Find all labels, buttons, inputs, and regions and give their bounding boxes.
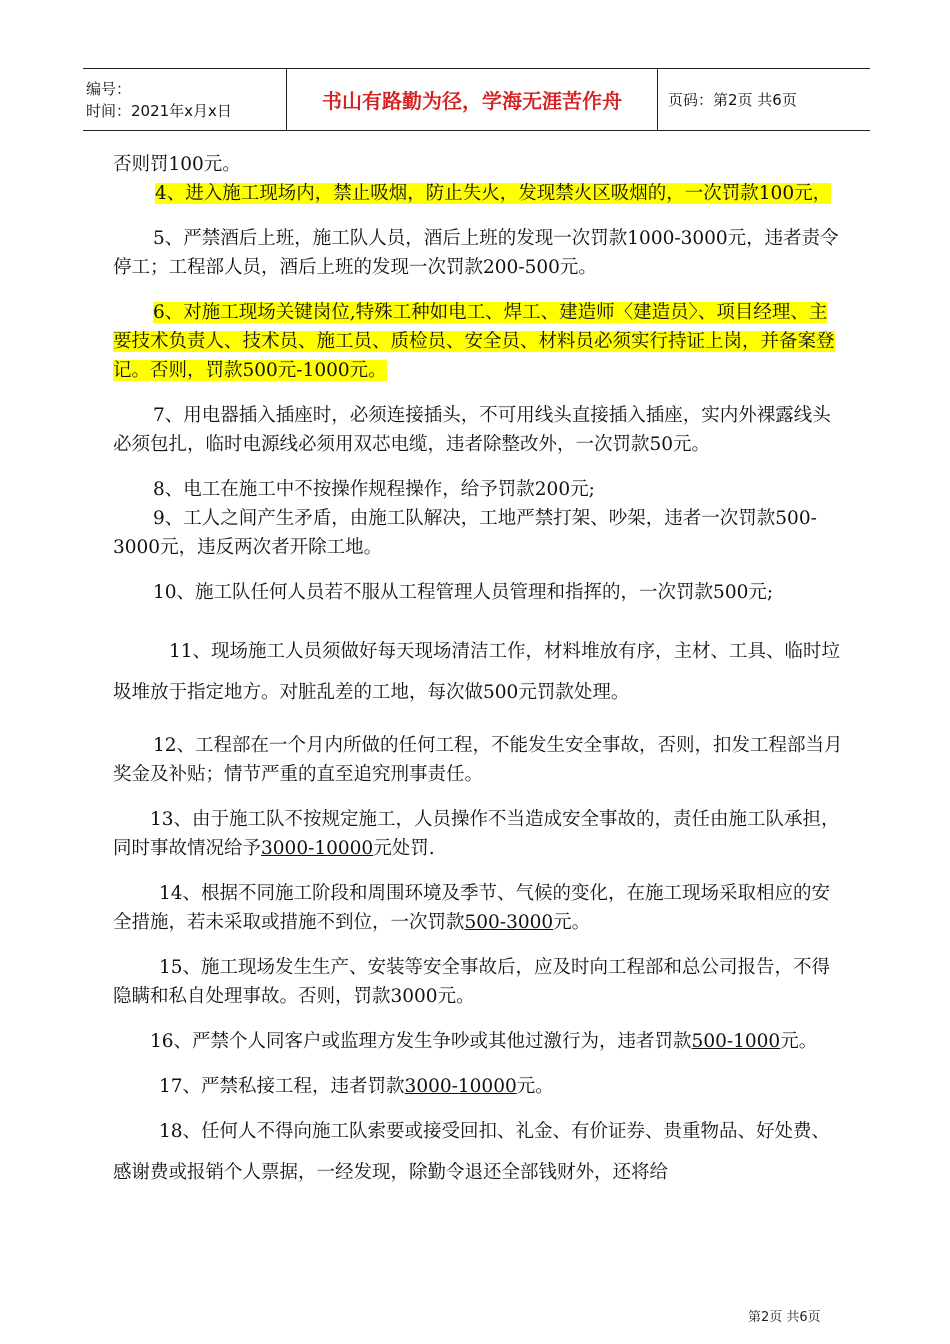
paragraph-7: 7、用电器插入插座时，必须连接插头，不可用线头直接插入插座，实内外裸露线头必须包扎，临时电源线必须用双芯电缆，违者除整改外，一次罚款50元。: [113, 405, 831, 455]
paragraph-12: 12、工程部在一个月内所做的任何工程，不能发生安全事故，否则，扣发工程部当月奖金及补贴；情节严重的直至追究刑事责任。: [113, 735, 843, 785]
highlighted-text: 6、对施工现场关键岗位,特殊工种如电工、焊工、建造师〈建造员〉、项目经理、主要技术负责人、技术员、施工员、质检员、安全员、材料员必须实行持证上岗，并备案登记。否则，罚款500元-1000元。: [113, 302, 835, 381]
paragraph-16: 16、严禁个人同客户或监理方发生争吵或其他过激行为，违者罚款500-1000元。: [150, 1031, 818, 1052]
paragraph-6: [113, 298, 843, 385]
paragraph-13: 13、由于施工队不按规定施工，人员操作不当造成安全事故的，责任由施工队承担，同时事故情况给予3000-10000元处罚.: [113, 809, 840, 859]
header-motto: 书山有路勤为径，学海无涯苦作舟: [287, 69, 658, 130]
serial-number-label: 编号：: [86, 79, 132, 98]
paragraph-15: 15、施工现场发生生产、安装等安全事故后，应及时向工程部和总公司报告，不得隐瞒和私自处理事故。否则，罚款3000元。: [113, 957, 831, 1007]
document-body: [113, 150, 843, 1193]
underlined-amount: 3000-10000: [261, 838, 374, 859]
underlined-amount: 3000-10000: [404, 1076, 517, 1097]
paragraph-17: 17、严禁私接工程，违者罚款3000-10000元。: [159, 1076, 554, 1097]
paragraph-11: 11、现场施工人员须做好每天现场清洁工作，材料堆放有序，主材、工具、临时垃圾堆放于指定地方。对脏乱差的工地，每次做500元罚款处理。: [113, 641, 841, 703]
date-label: 时间：2021年x月x日: [86, 101, 232, 120]
paragraph-4: [113, 179, 843, 208]
underlined-amount: 500-1000: [691, 1031, 781, 1052]
paragraph-10: 10、施工队任何人员若不服从工程管理人员管理和指挥的，一次罚款500元;: [153, 582, 774, 603]
paragraph-5: 5、严禁酒后上班，施工队人员，酒后上班的发现一次罚款1000-3000元，违者责令停工；工程部人员，酒后上班的发现一次罚款200-500元。: [113, 228, 839, 278]
header-page-number: 页码：第2页 共6页: [668, 91, 797, 109]
paragraph-18: 18、任何人不得向施工队索要或接受回扣、礼金、有价证券、贵重物品、好处费、感谢费或报销个人票据，一经发现，除勤令退还全部钱财外，还将给: [113, 1121, 831, 1183]
underlined-amount: 500-3000: [464, 912, 554, 933]
page-footer: 第2页 共6页: [748, 1310, 821, 1325]
page-header: [83, 68, 870, 131]
paragraph-9: 9、工人之间产生矛盾，由施工队解决，工地严禁打架、吵架，违者一次罚款500-3000元，违反两次者开除工地。: [113, 508, 817, 558]
paragraph-3-tail: 否则罚100元。: [113, 154, 241, 175]
highlighted-text: 4、进入施工现场内，禁止吸烟，防止失火，发现禁火区吸烟的，一次罚款100元，: [155, 183, 832, 204]
paragraph-14: 14、根据不同施工阶段和周围环境及季节、气候的变化，在施工现场采取相应的安全措施，若未采取或措施不到位，一次罚款500-3000元。: [113, 883, 831, 933]
paragraph-8: 8、电工在施工中不按操作规程操作，给予罚款200元;: [153, 479, 595, 500]
header-meta: [83, 69, 287, 130]
